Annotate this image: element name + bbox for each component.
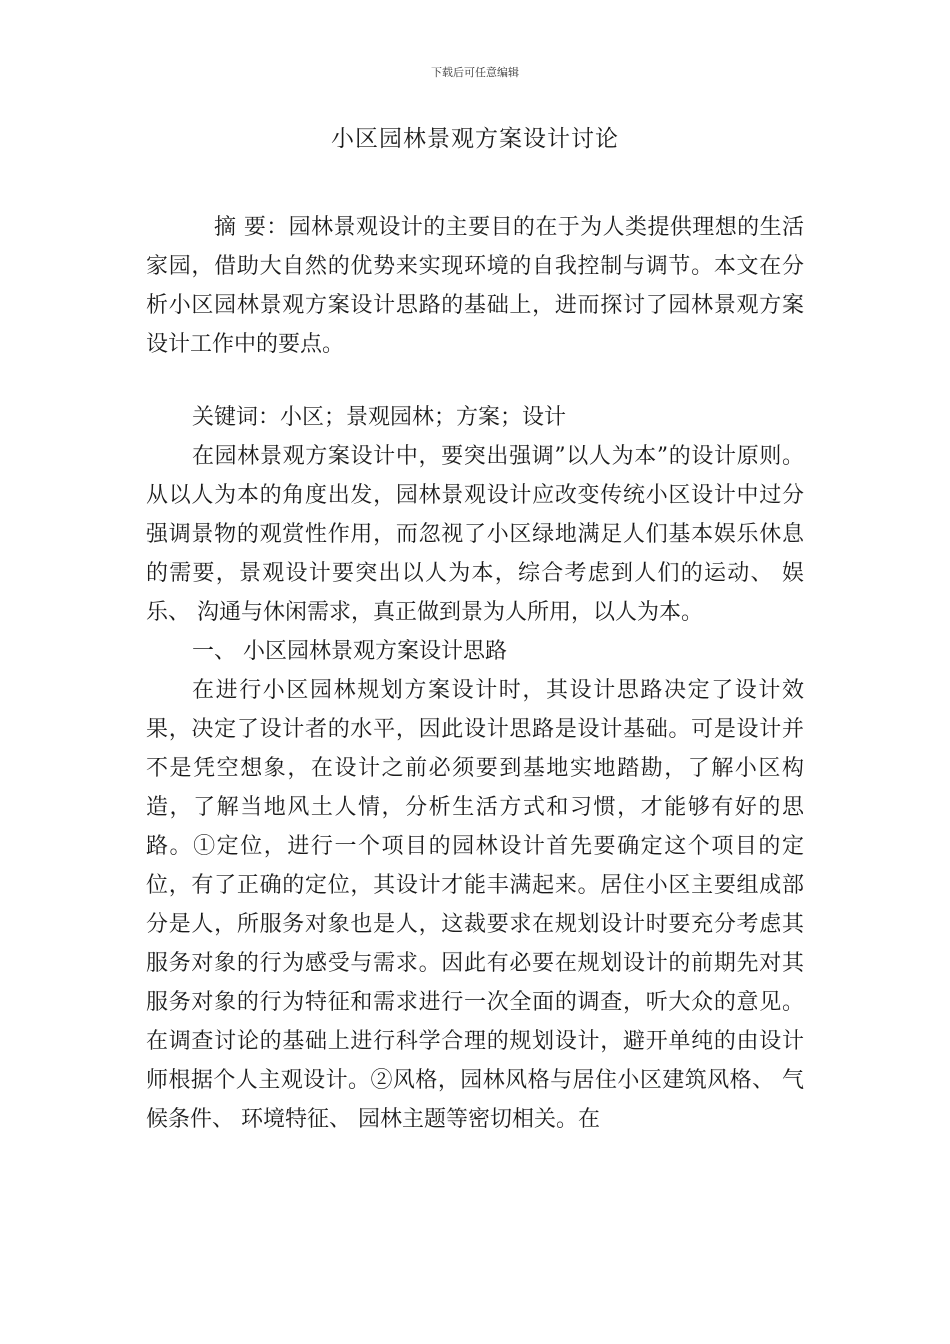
abstract-paragraph: 摘 要：园林景观设计的主要目的在于为人类提供理想的生活家园，借助大自然的优势来实现环境的自我控制与调节。本文在分析小区园林景观方案设计思路的基础上，进而探讨了园林景观方案设计工作中的要点。 xyxy=(146,215,804,357)
document-body xyxy=(146,398,804,1139)
header-note: 下载后可任意编辑 xyxy=(431,66,519,79)
intro-paragraph: 在园林景观方案设计中，要突出强调”以人为本”的设计原则。从以人为本的角度出发，园林景观设计应改变传统小区设计中过分强调景物的观赏性作用，而忽视了小区绿地满足人们基本娱乐休息的需要，景观设计要突出以人为本，综合考虑到人们的运动、 娱乐、 沟通与休闲需求，真正做到景为人所用，以人为本。 xyxy=(146,444,804,625)
section-paragraph: 在进行小区园林规划方案设计时，其设计思路决定了设计效果，决定了设计者的水平，因此设计思路是设计基础。可是设计并不是凭空想象，在设计之前必须要到基地实地踏勘，了解小区构造，了解当地风土人情，分析生活方式和习惯，才能够有好的思路。①定位，进行一个项目的园林设计首先要确定这个项目的定位，有了正确的定位，其设计才能丰满起来。居住小区主要组成部分是人，所服务对象也是人，这裁要求在规划设计时要充分考虑其服务对象的行为感受与需求。因此有必要在规划设计的前期先对其服务对象的行为特征和需求进行一次全面的调查，听大众的意见。在调查讨论的基础上进行科学合理的规划设计，避开单纯的由设计师根据个人主观设计。②风格，园林风格与居住小区建筑风格、 气候条件、 环境特征、 园林主题等密切相关。在 xyxy=(146,678,804,1132)
keywords-line: 关键词：小区；景观园林；方案；设计 xyxy=(192,405,567,430)
document-title: 小区园林景观方案设计讨论 xyxy=(331,126,619,152)
section-heading: 一、 小区园林景观方案设计思路 xyxy=(192,639,507,664)
